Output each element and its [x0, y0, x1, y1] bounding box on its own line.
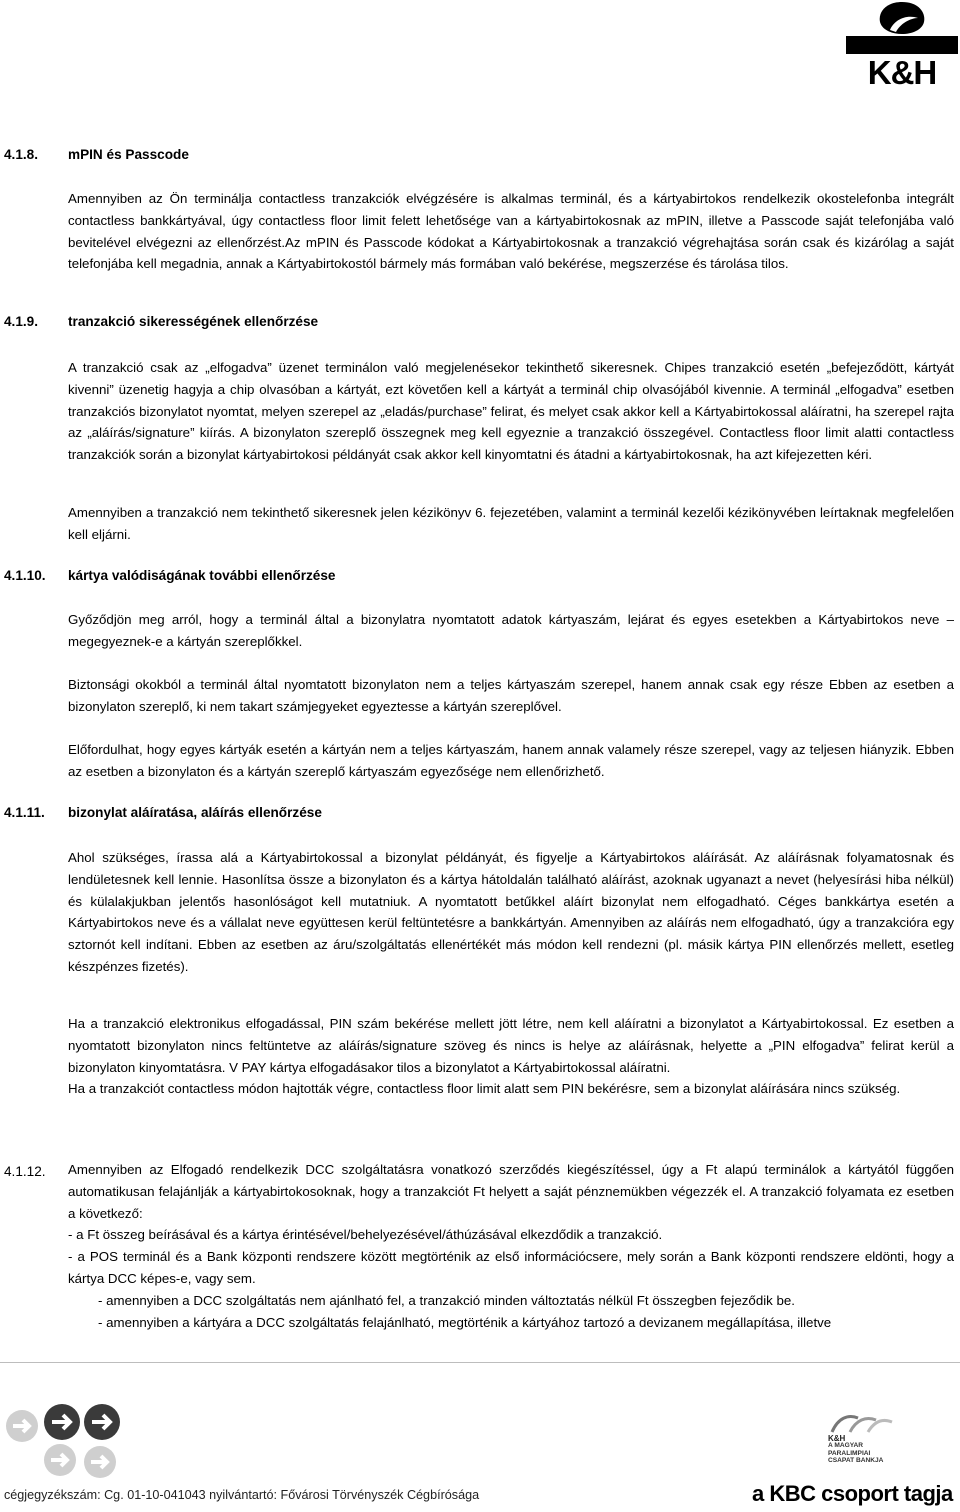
- section-heading-4-1-8: [4, 146, 189, 164]
- sub-bullet-item: - amennyiben a DCC szolgáltatás nem ajánlható fel, a tranzakció minden változtatás nélkül Ft összegben fejeződik be.: [98, 1292, 795, 1308]
- arrow-right-icon: [44, 1444, 76, 1476]
- paragraph: Amennyiben az Ön terminálja contactless tranzakciók elvégzésére is alkalmas terminál, és a kártyabirtokos rendelkezik okostelefonba integrált contactless bankkártyával, úgy contactless floor limit felett lehetősége van a kártyabirtokosnak az mPIN, illetve a Passcode saját telefonjába való bevitelével elvégezni az ellenőrzést.Az mPIN és Passcode kódokat a Kártyabirtokosnak a tranzakció végrehajtása során csak és kizárólag a saját telefonjába kell megadnia, annak a Kártyabirtokostól bármely más formában való bekérése, megszerzése és tárolása tilos.: [68, 191, 954, 272]
- section-number: 4.1.8.: [4, 147, 39, 162]
- partner-text: [828, 1442, 883, 1465]
- section-body-4-1-12: [68, 1159, 954, 1333]
- paragraph: Ha a tranzakció elektronikus elfogadással, PIN szám bekérése mellett jött létre, nem kell aláíratni a bizonylatot a Kártyabirtokossal. Ez esetben a nyomtatott bizonylaton nincs feltüntetve az aláírás/signature szöveg és nincs is helye az aláírásnak, helyette a „PIN elfogadva” felirat kerül a bizonylaton kinyomtatásra. V PAY kártya elfogadásakor tilos a bizonylatot a Kártyabirtokossal aláíratni.: [68, 1016, 954, 1075]
- section-number: 4.1.9.: [4, 314, 39, 329]
- paragraph: Amennyiben a tranzakció nem tekinthető sikeresnek jelen kézikönyv 6. fejezetében, valamint a terminál kezelői kézikönyvében leírtaknak megfelelően kell eljárni.: [68, 505, 954, 542]
- section-number: 4.1.11.: [4, 805, 45, 820]
- kh-logo-icon: [846, 0, 958, 56]
- paragraph: A tranzakció csak az „elfogadva” üzenet terminálon való megjelenésekor tekinthető sikeresnek. Chipes tranzakció esetén „befejeződött, kártyát kivenni” üzenetig hagyja a chip olvasóban a kártyát, ezt követően kell a kártyát a terminál chip olvasójából kivennie. A terminál „elfogadva” esetben tranzakciós bizonylatot nyomtat, melyen szerepel az „eladás/purchase” felirat, és melyet csak akkor kell a Kártyabirtokossal aláíratni, ha szerepel rajta az „aláírás/signature” kiírás. A bizonylaton szereplő összegnek meg kell egyeznie a tranzakció összegével. Contactless floor limit alatti contactless tranzakciók során a bizonylat kártyabirtokosi példányát csak akkor kell kinyomtatni és átadni a kártyabirtokosnak, ha azt kifejezetten kéri.: [68, 360, 954, 463]
- paragraph: Ahol szükséges, írassa alá a Kártyabirtokossal a bizonylat példányát, és figyelje a Kártyabirtokos aláírását. Az aláírásnak folyamatosnak és lendületesnek kell lennie. Hasonlítsa össze a bizonylaton és a kártya hátoldalán található aláírást, azoknak ugyanazt a nevet (helyesírási hiba nélkül) és külalakjukban jelentős hasonlóságot kell mutatniuk. A nyomtatott betűkkel aláírt bizonylat nem elfogadható. Céges bankkártya esetén a Kártyabirtokos neve és a vállalat neve együttesen kerül feltüntetésre a bankkártyán. Amennyiben az aláírás nem elfogadható, úgy a tranzakcióra egy sztornót kell indítani. Ebben az esetben az áru/szolgáltatás ellenértékét más módon kell rendezni (pl. másik kártya PIN ellenőrzés mellett, esetleg készpénzes fizetés).: [68, 850, 954, 974]
- section-title: kártya valódiságának további ellenőrzése: [68, 568, 336, 583]
- section-title: mPIN és Passcode: [68, 147, 189, 162]
- partner-line: PARALIMPIAI: [828, 1449, 871, 1457]
- company-registry: cégjegyzékszám: Cg. 01-10-041043 nyilvántartó: Fővárosi Törvényszék Cégbírósága: [4, 1488, 480, 1502]
- paragraph: Ha a tranzakciót contactless módon hajtották végre, contactless floor limit alatt sem PIN bekérésre, sem a bizonylat aláírására nincs szükség.: [68, 1081, 901, 1097]
- paragraph: Amennyiben az Elfogadó rendelkezik DCC szolgáltatásra vonatkozó szerződés kiegészítéssel, úgy a Ft alapú terminálok a kártyától függően automatikusan felajánlják a kártyabirtokosoknak, hogy a tranzakciót Ft helyett a saját pénznemükben végezzék el. A tranzakció folyamata ez esetben a következő:: [68, 1162, 954, 1221]
- partner-line: CSAPAT BANKJA: [828, 1457, 884, 1465]
- paralympic-icon: [822, 1412, 902, 1436]
- section-heading-4-1-11: [4, 804, 322, 822]
- section-number-4-1-12: 4.1.12.: [4, 1164, 46, 1179]
- partner-brand: K&H: [828, 1434, 846, 1443]
- footer-divider: [0, 1362, 960, 1363]
- kbc-group-label: a KBC csoport tagja: [752, 1481, 953, 1506]
- section-body-4-1-10-c: [68, 739, 954, 783]
- section-heading-4-1-10: [4, 567, 335, 585]
- section-body-4-1-8: [68, 188, 954, 275]
- brand-name: K&H: [867, 54, 937, 91]
- sub-bullet-item: - amennyiben a kártyára a DCC szolgáltatás felajánlható, megtörténik a kártyához tartozó a devizanem megállapítása, illetve: [98, 1314, 832, 1330]
- section-title: tranzakció sikerességének ellenőrzése: [68, 314, 319, 329]
- partner-line: A MAGYAR: [828, 1442, 864, 1449]
- bullet-item: - a Ft összeg beírásával és a kártya érintésével/behelyezésével/áthúzásával elkezdődik a tranzakció.: [68, 1227, 663, 1243]
- arrow-right-icon: [84, 1446, 116, 1478]
- bullet-item: - a POS terminál és a Bank központi rendszere között megtörténik az első információcsere, mely során a Bank központi rendszere eldönti, hogy a kártya DCC képes-e, vagy sem.: [68, 1249, 954, 1286]
- arrow-right-icon: [44, 1404, 80, 1440]
- footer-arrows: [0, 1400, 200, 1480]
- arrow-right-icon: [84, 1404, 120, 1440]
- section-body-4-1-10-b: [68, 674, 954, 718]
- paragraph: Biztonsági okokból a terminál által nyomtatott bizonylaton nem a teljes kártyaszám szerepel, hanem annak csak egy része Ebben az esetben a bizonylaton szereplő, ki nem takart számjegyeket egyeztesse a kártyán szereplővel.: [68, 677, 954, 714]
- kh-logo: [846, 0, 958, 92]
- arrow-right-icon: [6, 1410, 38, 1442]
- section-number: 4.1.10.: [4, 568, 46, 583]
- paragraph: Előfordulhat, hogy egyes kártyák esetén a kártyán nem a teljes kártyaszám, hanem annak valamely része szerepel, vagy az teljesen hiányzik. Ebben az esetben a bizonylaton és a kártyán szereplő kártyaszám egyezősége nem ellenőrizhető.: [68, 742, 954, 779]
- section-body-4-1-11-b: [68, 1013, 954, 1100]
- section-body-4-1-11-a: [68, 847, 954, 978]
- section-body-4-1-10-a: [68, 609, 954, 653]
- paralympic-badge: [822, 1412, 902, 1478]
- section-body-4-1-9-note: [68, 502, 954, 546]
- section-heading-4-1-9: [4, 313, 318, 331]
- paragraph: Győződjön meg arról, hogy a terminál által a bizonylatra nyomtatott adatok kártyaszám, lejárat és egyes esetekben a Kártyabirtokos neve – megegyeznek-e a kártyán szereplőkkel.: [68, 612, 954, 649]
- section-body-4-1-9: [68, 357, 954, 466]
- section-title: bizonylat aláíratása, aláírás ellenőrzése: [68, 805, 322, 820]
